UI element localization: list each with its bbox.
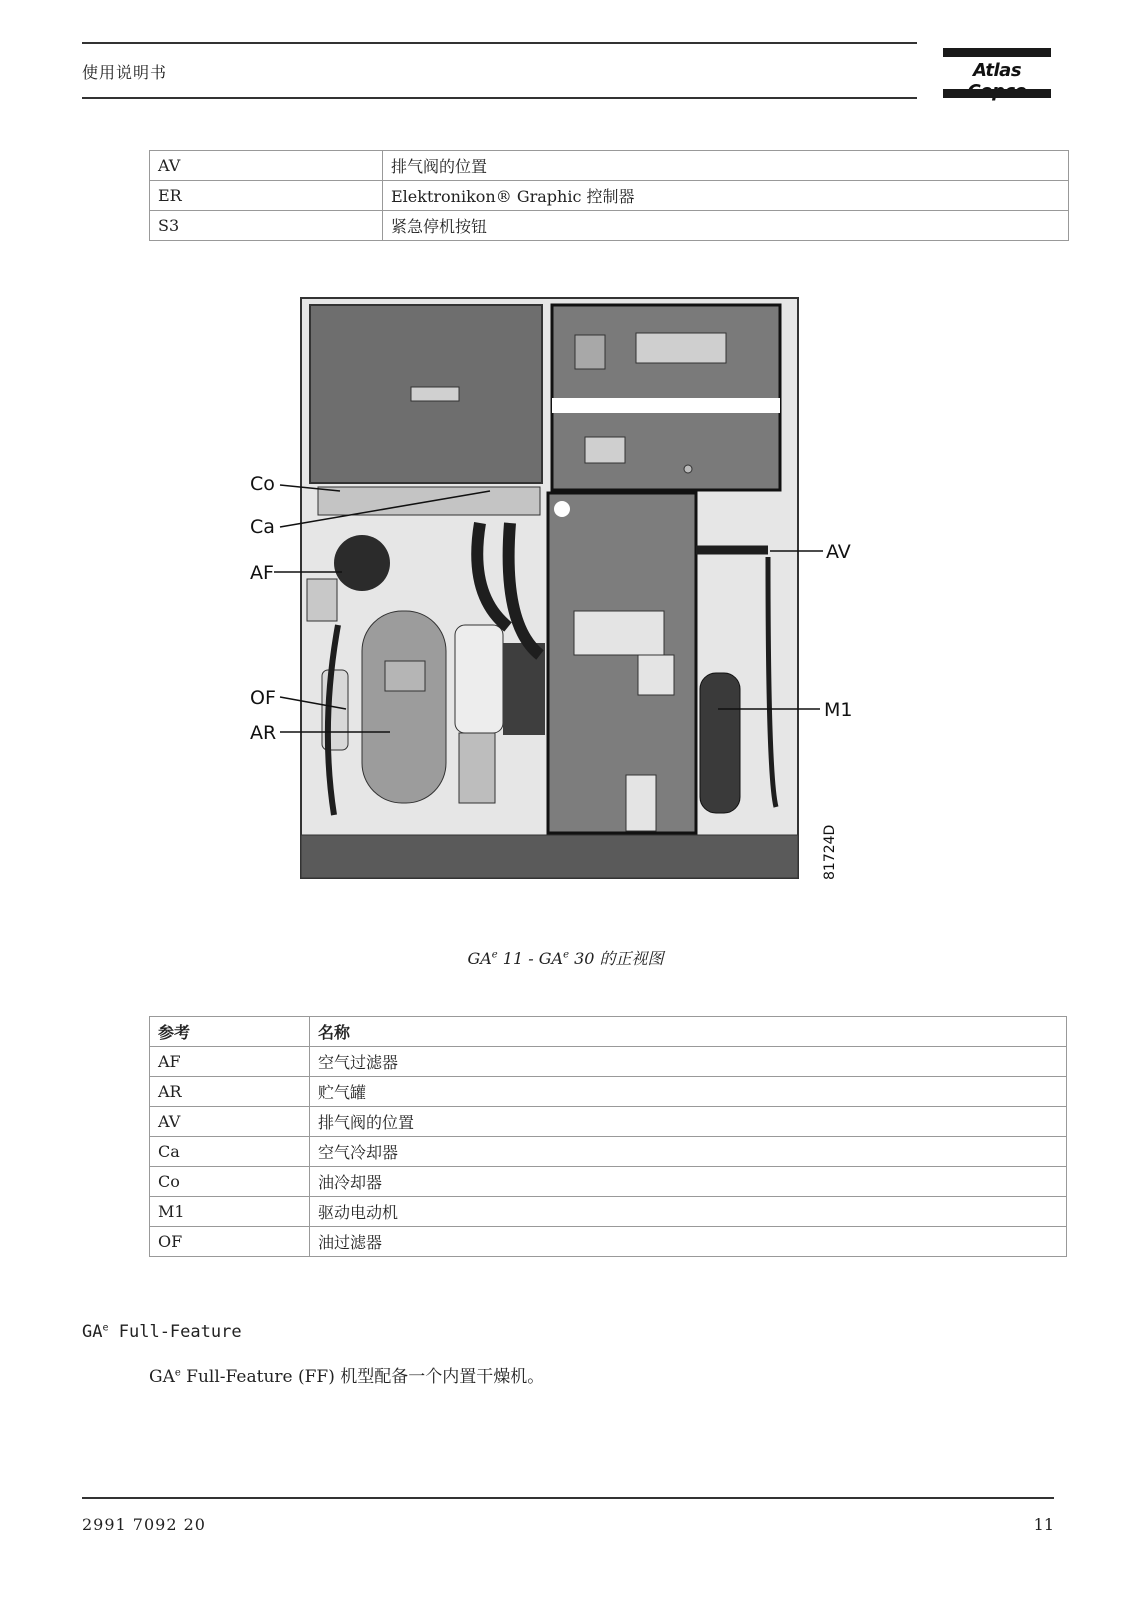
caption-part: 11 - GA	[497, 949, 564, 968]
header-title: 使用说明书	[82, 63, 168, 82]
footer-rule	[82, 1497, 1054, 1499]
ref-cell: ER	[150, 181, 383, 211]
name-cell: 驱动电动机	[310, 1197, 1067, 1227]
table-row	[150, 1197, 1067, 1227]
logo-text: Atlas	[972, 60, 1022, 81]
table-row	[150, 181, 1069, 211]
table-row	[150, 151, 1069, 181]
atlas-copco-logo	[943, 48, 1051, 100]
section-body-superscript: e	[174, 1367, 181, 1379]
header-name-cell: 名称	[310, 1017, 1067, 1047]
figure-label-of: OF	[250, 687, 276, 709]
table-row	[150, 1137, 1067, 1167]
table-row	[150, 1047, 1067, 1077]
header-bottom-rule	[82, 97, 917, 99]
table-row	[150, 211, 1069, 241]
component-reference-table	[149, 1016, 1067, 1257]
header-top-rule	[82, 42, 917, 44]
logo-bar-top	[943, 48, 1051, 57]
ref-cell: AF	[150, 1047, 310, 1077]
footer-page-number: 11	[1033, 1515, 1054, 1534]
name-cell: 排气阀的位置	[310, 1107, 1067, 1137]
section-title-part: GA	[82, 1322, 103, 1342]
section-title-part: Full-Feature	[108, 1322, 242, 1342]
compressor-front-view-figure	[240, 295, 860, 905]
table-row	[150, 1167, 1067, 1197]
caption-superscript: e	[491, 949, 498, 961]
name-cell: 贮气罐	[310, 1077, 1067, 1107]
table-row	[150, 1077, 1067, 1107]
figure-label-av: AV	[826, 541, 851, 563]
ref-cell: M1	[150, 1197, 310, 1227]
figure-code: 81724D	[822, 824, 838, 880]
ref-cell: AV	[150, 1107, 310, 1137]
logo-bar-bottom	[943, 89, 1051, 98]
ref-cell: Ca	[150, 1137, 310, 1167]
name-cell: 油过滤器	[310, 1227, 1067, 1257]
section-title-superscript: e	[102, 1322, 109, 1334]
figure-label-m1: M1	[824, 699, 853, 721]
top-reference-table	[149, 150, 1069, 241]
table-header-row	[150, 1017, 1067, 1047]
ref-cell: AV	[150, 151, 383, 181]
section-title	[82, 1322, 242, 1342]
caption-part: GA	[467, 949, 492, 968]
figure-caption	[0, 946, 1131, 969]
ref-cell: OF	[150, 1227, 310, 1257]
ref-cell: Co	[150, 1167, 310, 1197]
section-body-part: Full-Feature (FF) 机型配备一个内置干燥机。	[180, 1367, 545, 1387]
section-body-part: GA	[149, 1367, 175, 1387]
name-cell: 排气阀的位置	[383, 151, 1069, 181]
name-cell: 空气冷却器	[310, 1137, 1067, 1167]
figure-label-co: Co	[250, 473, 275, 495]
header-ref-cell: 参考	[150, 1017, 310, 1047]
compressor-drawing	[240, 295, 860, 905]
ref-cell: AR	[150, 1077, 310, 1107]
caption-superscript: e	[563, 949, 569, 961]
table-row	[150, 1107, 1067, 1137]
figure-label-af: AF	[250, 562, 274, 584]
figure-label-ar: AR	[250, 722, 277, 744]
ref-cell: S3	[150, 211, 383, 241]
name-cell: 油冷却器	[310, 1167, 1067, 1197]
name-cell: 紧急停机按钮	[383, 211, 1069, 241]
section-body	[149, 1362, 544, 1387]
figure-label-ca: Ca	[250, 516, 275, 538]
name-cell: 空气过滤器	[310, 1047, 1067, 1077]
table-row	[150, 1227, 1067, 1257]
caption-part: 30 的正视图	[569, 949, 664, 968]
name-cell: Elektronikon® Graphic 控制器	[383, 181, 1069, 211]
footer-doc-number: 2991 7092 20	[82, 1515, 206, 1534]
